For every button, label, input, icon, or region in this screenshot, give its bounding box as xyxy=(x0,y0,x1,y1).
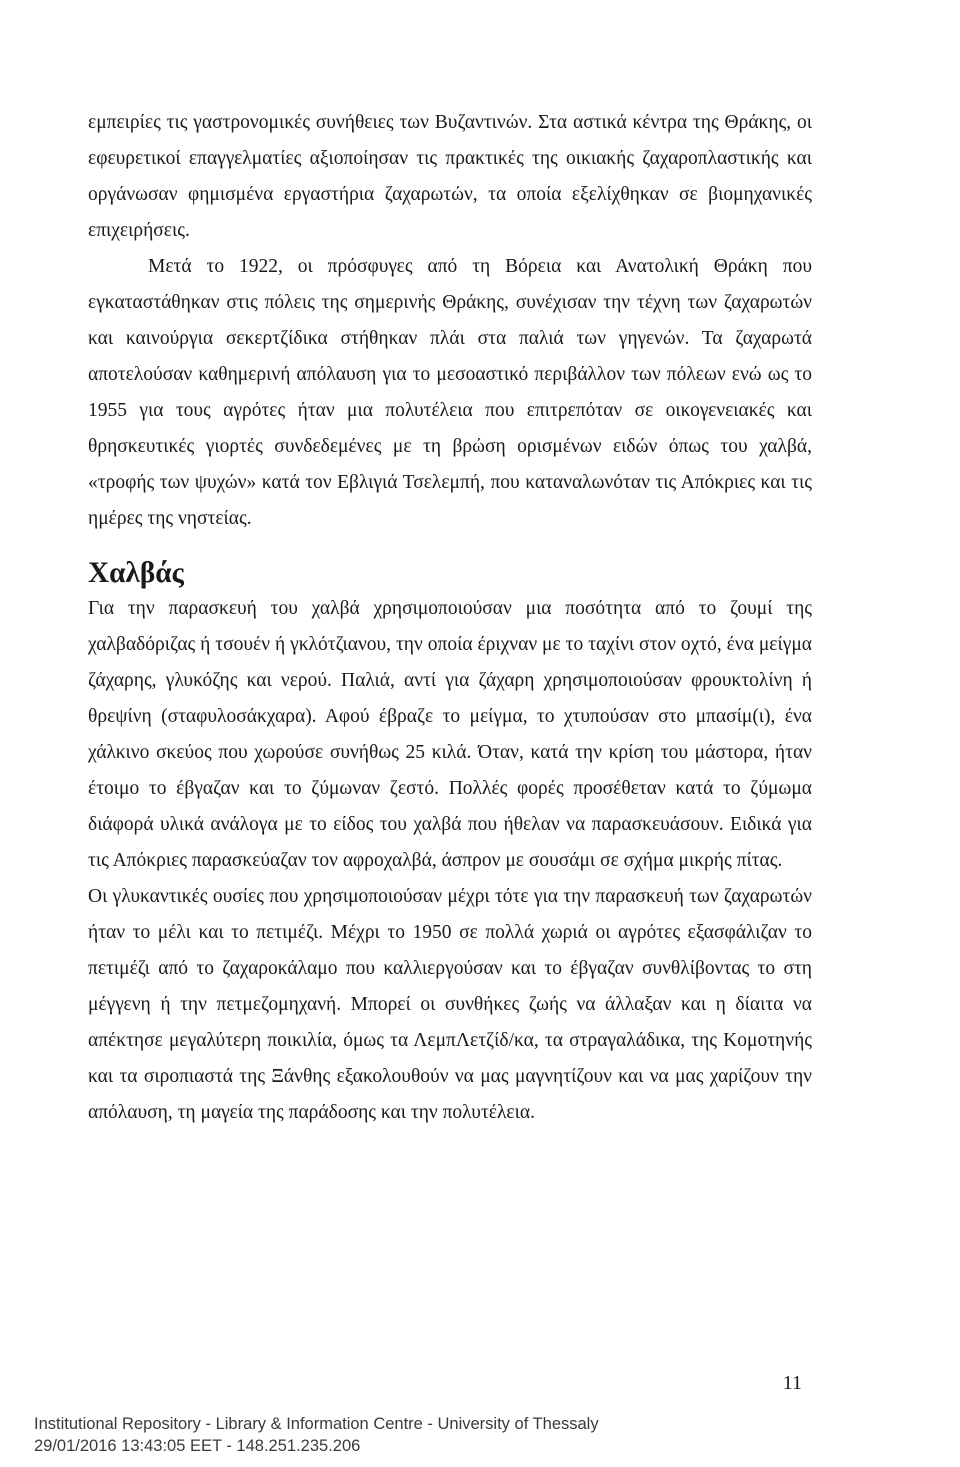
footer-repository-line: Institutional Repository - Library & Information Centre - University of Thessaly xyxy=(34,1415,599,1433)
paragraph-refugees: Μετά το 1922, οι πρόσφυγες από τη Βόρεια και Ανατολική Θράκη που εγκαταστάθηκαν στις πόλεις της σημερινής Θράκης, συνέχισαν την τέχνη των ζαχαρωτών και καινούργια σεκερτζίδικα στήθηκαν πλάι στα παλιά των γηγενών. Τα ζαχαρωτά αποτελούσαν καθημερινή απόλαυση για το μεσοαστικό περιβάλλον των πόλεων ενώ ως το 1955 για τους αγρότες ήταν μια πολυτέλεια που επιτρεπόταν σε οικογενειακές και θρησκευτικές γιορτές συνδεδεμένες με τη βρώση ορισμένων ειδών όπως του χαλβά, «τροφής των ψυχών» κατά τον Εβλιγιά Τσελεμπή, που καταναλωνόταν τις Απόκριες και τις ημέρες της νηστείας. xyxy=(88,256,812,529)
paragraph-halvas-preparation: Για την παρασκευή του χαλβά χρησιμοποιούσαν μια ποσότητα από το ζουμί της χαλβαδόριζας ή τσουέν ή γκλότζιανου, την οποία έριχναν με το ταχίνι στον οχτό, ένα μείγμα ζάχαρης, γλυκόζης και νερού. Παλιά, αντί για ζάχαρη χρησιμοποιούσαν φρουκτολίνη ή θρεψίνη (σταφυλοσάκχαρα). Αφού έβραζε το μείγμα, το χτυπούσαν στο μπασίμ(ι), ένα χάλκινο σκεύος που χωρούσε συνήθως 25 κιλά. Όταν, κατά την κρίση του μάστορα, ήταν έτοιμο το έβγαζαν και το ζύμωναν ζεστό. Πολλές φορές προσέθεταν κατά το ζύμωμα διάφορά υλικά ανάλογα με το είδος του χαλβά που ήθελαν να παρασκευάσουν. Ειδικά για τις Απόκριες παρασκεύαζαν τον αφροχαλβά, άσπρον με σουσάμι σε σχήμα μικρής πίτας. xyxy=(88,598,812,871)
footer-timestamp-line: 29/01/2016 13:43:05 EET - 148.251.235.206 xyxy=(34,1437,361,1455)
paragraph-intro-continuation: εμπειρίες τις γαστρονομικές συνήθειες των Βυζαντινών. Στα αστικά κέντρα της Θράκης, οι εφευρετικοί επαγγελματίες αξιοποίησαν τις πρακτικές της οικιακής ζαχαροπλαστικής και οργάνωσαν φημισμένα εργαστήρια ζαχαρωτών, τα οποία εξελίχθηκαν σε βιομηχανικές επιχειρήσεις. xyxy=(88,112,812,241)
page-number: 11 xyxy=(782,1372,802,1394)
section-heading-text: Χαλβάς xyxy=(88,557,184,589)
section-heading-halvas xyxy=(88,555,812,591)
paragraph-sweeteners: Οι γλυκαντικές ουσίες που χρησιμοποιούσαν μέχρι τότε για την παρασκευή των ζαχαρωτών ήταν το μέλι και το πετιμέζι. Μέχρι το 1950 σε πολλά χωριά οι αγρότες εξασφάλιζαν το πετιμέζι από το ζαχαροκάλαμο που καλλιεργούσαν και το έβγαζαν συνθλίβοντας το στη μέγγενη ή την πετμεζομηχανή. Μπορεί οι συνθήκες ζωής να άλλαξαν και η δίαιτα να απέκτησε μεγαλύτερη ποικιλία, όμως τα ΛεμπΛετζίδ/κα, τα στραγαλάδικα, της Κομοτηνής και τα σιροπιαστά της Ξάνθης εξακολουθούν να μας μαγνητίζουν και να μας χαρίζουν την απόλαυση, τη μαγεία της παράδοσης και την πολυτέλεια. xyxy=(88,886,812,1123)
document-body xyxy=(88,105,812,1131)
repository-footer xyxy=(34,1413,599,1457)
